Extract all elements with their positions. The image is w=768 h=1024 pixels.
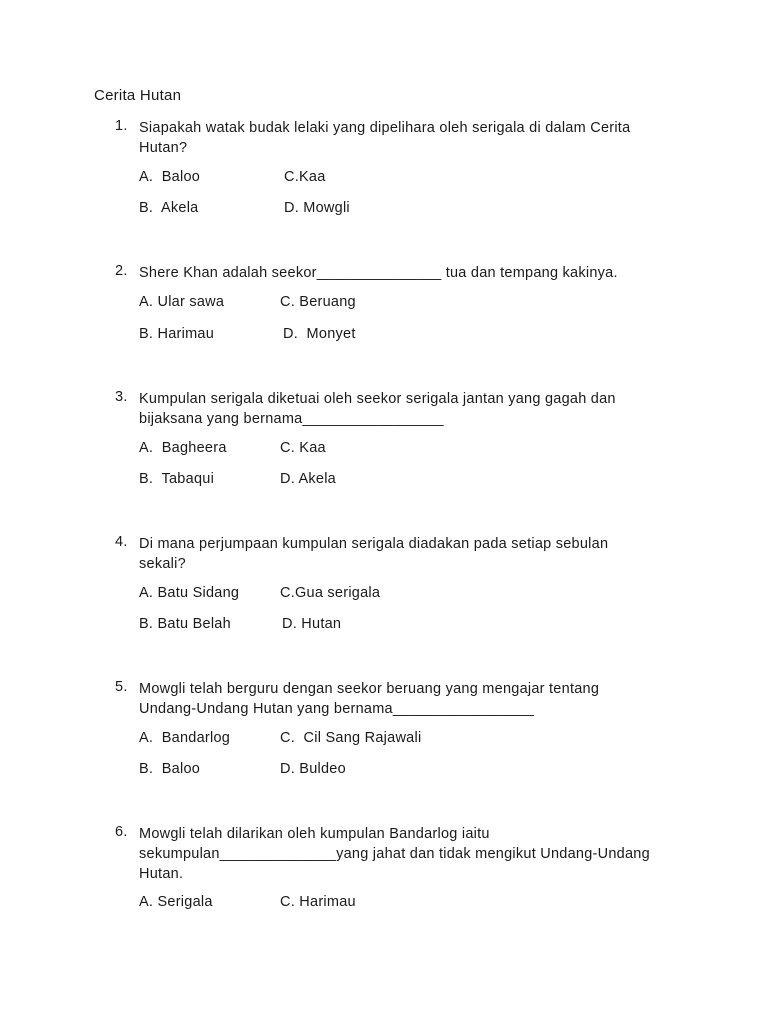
option-d: D. Buldeo: [280, 761, 346, 777]
option-a: A. Ular sawa: [139, 294, 225, 310]
option-a: A. Baloo: [139, 169, 201, 185]
option-b: B. Baloo: [139, 761, 201, 777]
option-d: D. Akela: [280, 471, 336, 487]
question-number: 5.: [115, 679, 128, 695]
option-a: A. Batu Sidang: [139, 585, 240, 601]
question-text: Shere Khan adalah seekor_______________ tua dan tempang kakinya.: [139, 265, 618, 281]
option-c: C.Gua serigala: [280, 585, 381, 601]
question-number: 6.: [115, 824, 128, 840]
question-number: 1.: [115, 118, 128, 134]
option-c: C. Harimau: [280, 894, 356, 910]
question-number: 4.: [115, 534, 128, 550]
question-text: [139, 824, 669, 884]
option-d: D. Monyet: [283, 326, 356, 342]
option-a: A. Bandarlog: [139, 730, 231, 746]
option-d: D. Hutan: [282, 616, 342, 632]
option-c: C.Kaa: [284, 169, 326, 185]
option-d: D. Mowgli: [284, 200, 350, 216]
question-text: Siapakah watak budak lelaki yang dipelihara oleh serigala di dalam Cerita Hutan?: [139, 120, 631, 156]
option-b: B. Harimau: [139, 326, 215, 342]
question-number: 2.: [115, 263, 128, 279]
question-text-line: Mowgli telah dilarikan oleh kumpulan Bandarlog iaitu: [139, 826, 490, 842]
option-b: B. Tabaqui: [139, 471, 215, 487]
question-text: Mowgli telah berguru dengan seekor beruang yang mengajar tentang Undang-Undang Hutan yang bernama_________________: [139, 681, 600, 717]
option-c: C. Cil Sang Rajawali: [280, 730, 422, 746]
option-c: C. Kaa: [280, 440, 326, 456]
option-a: A. Serigala: [139, 894, 213, 910]
question-text: Di mana perjumpaan kumpulan serigala diadakan pada setiap sebulan sekali?: [139, 536, 609, 572]
option-a: A. Bagheera: [139, 440, 227, 456]
option-b: B. Akela: [139, 200, 199, 216]
option-c: C. Beruang: [280, 294, 356, 310]
question-number: 3.: [115, 389, 128, 405]
question-text-line: sekumpulan______________yang jahat dan tidak mengikut Undang-Undang: [139, 846, 650, 862]
question-text: Kumpulan serigala diketuai oleh seekor serigala jantan yang gagah dan bijaksana yang bernama_________________: [139, 391, 616, 427]
option-b: B. Batu Belah: [139, 616, 231, 632]
question-text-line: Hutan.: [139, 866, 184, 882]
page-title: Cerita Hutan: [94, 87, 182, 104]
